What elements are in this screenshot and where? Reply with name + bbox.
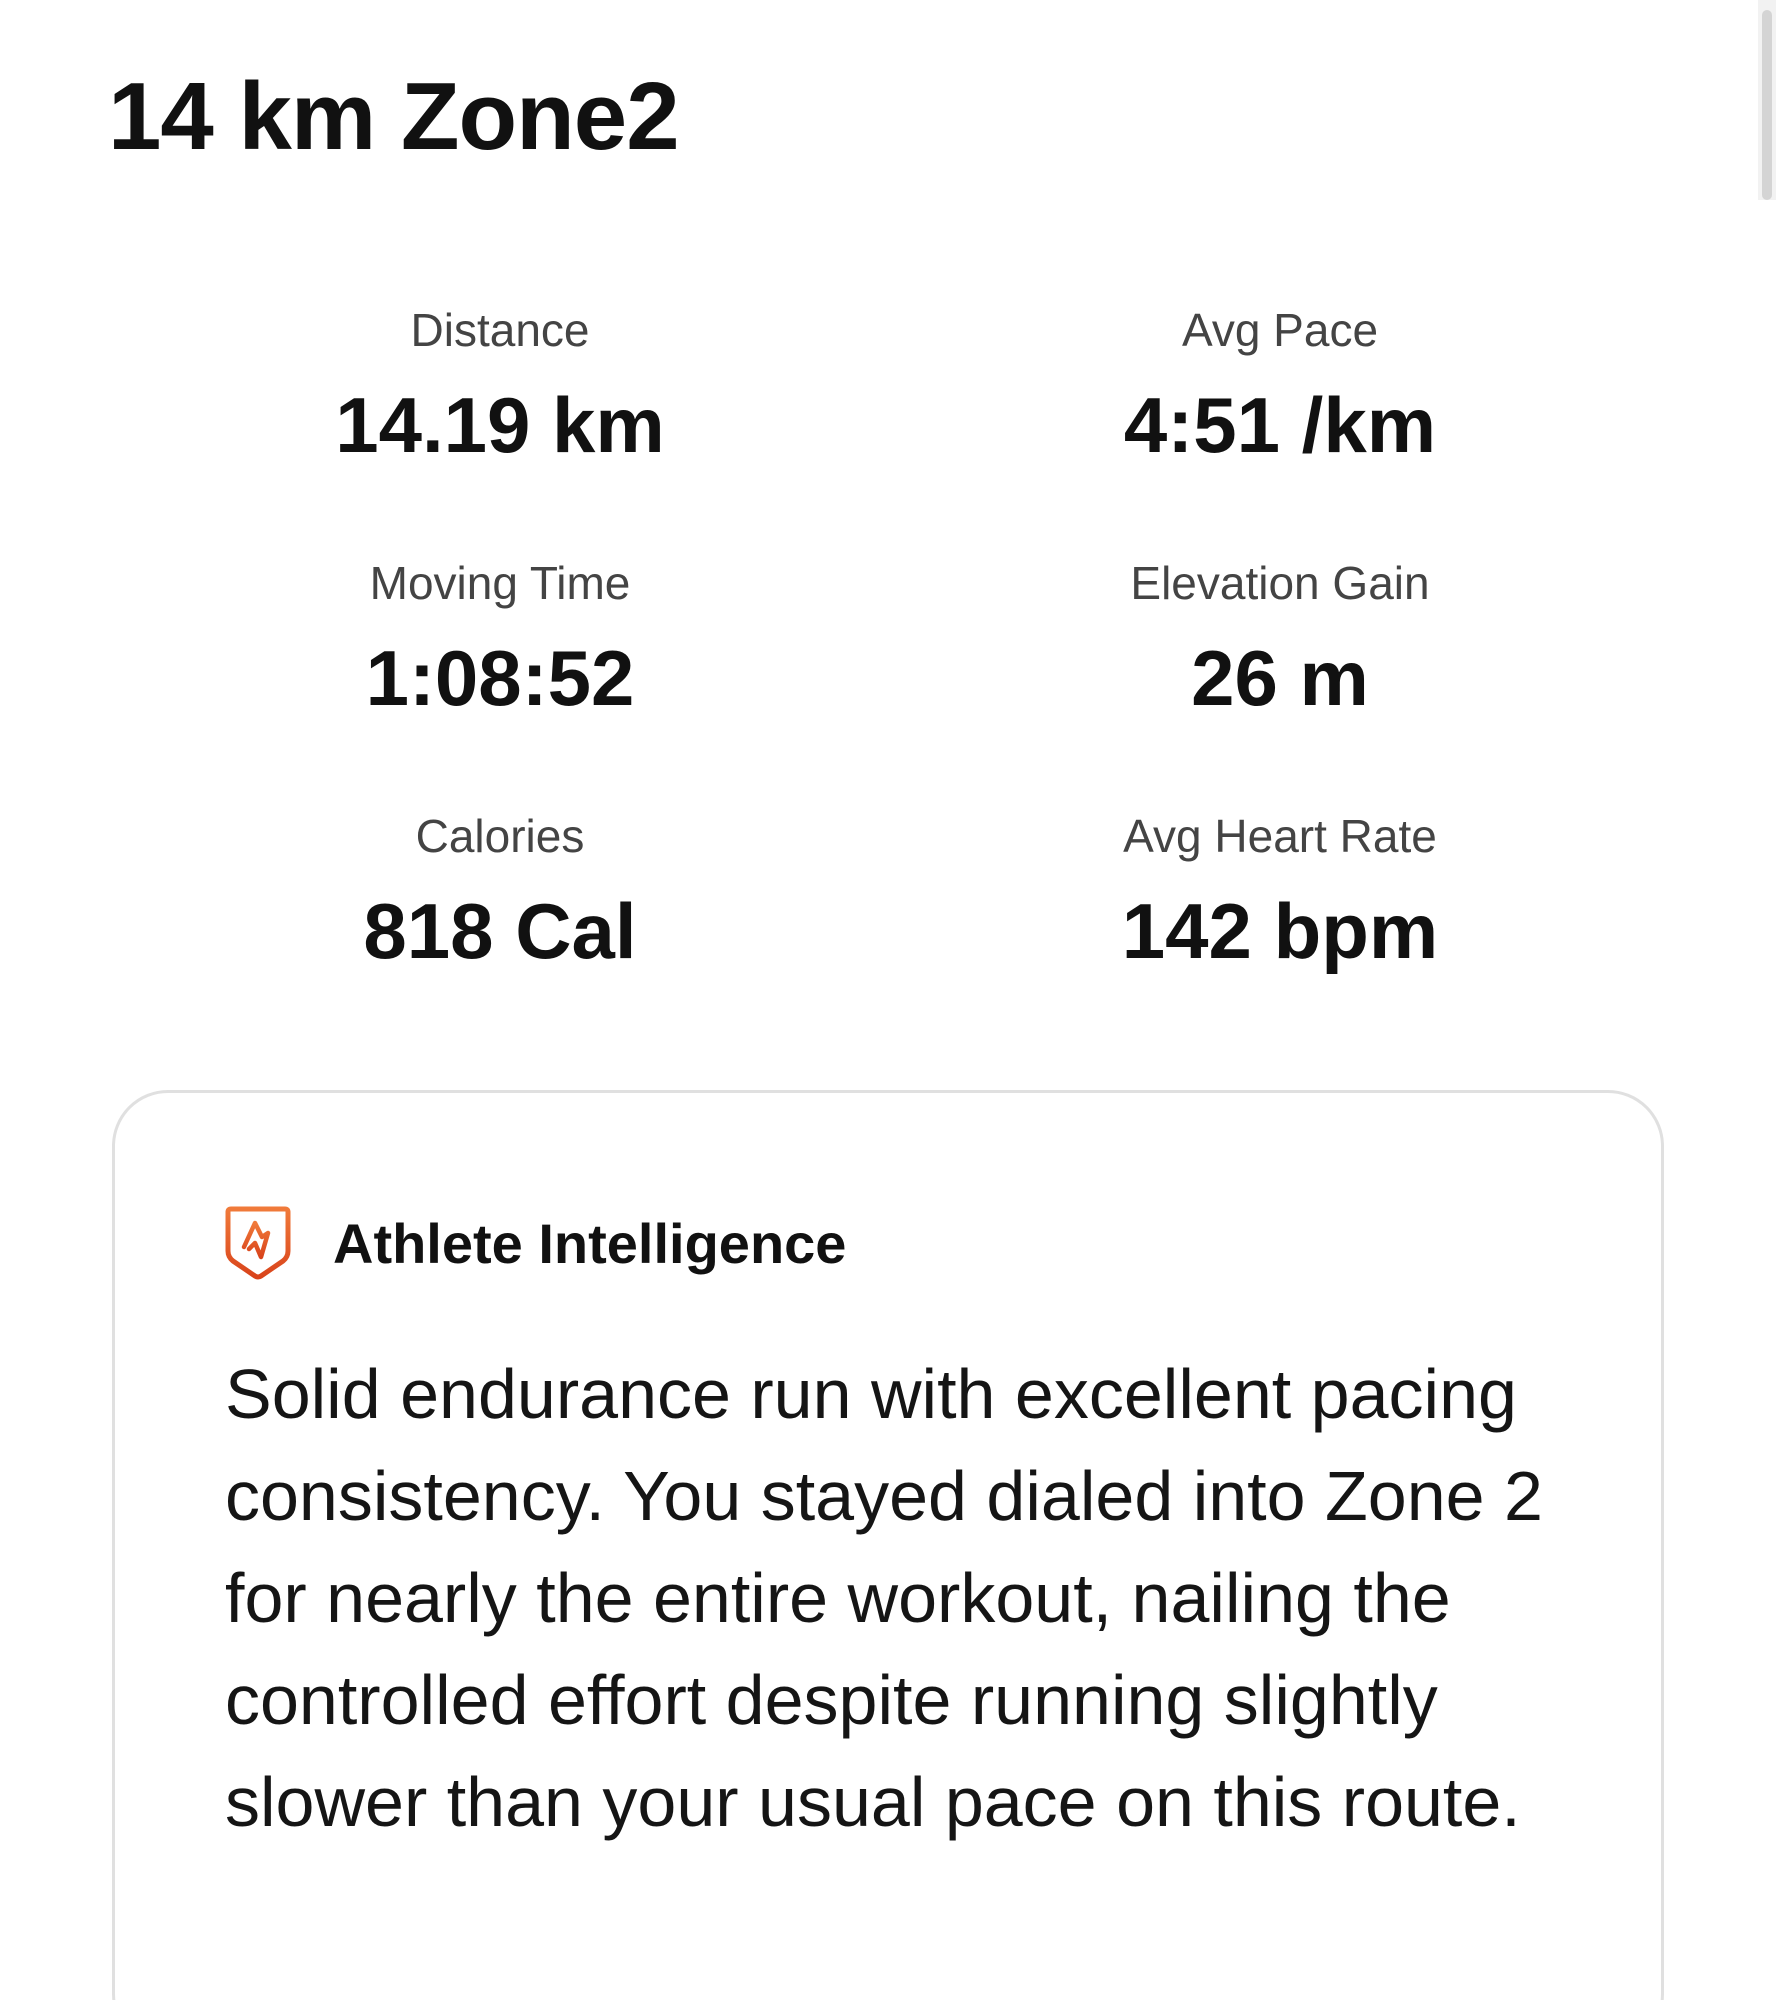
stat-value: 1:08:52 [365,634,635,722]
athlete-intelligence-summary: Solid endurance run with excellent pacing consistency. You stayed dialed into Zone 2 for nearly the entire workout, nailing the controlled effort despite running slightly slower than your usual pace on this route. [225,1355,1543,1841]
stat-value: 142 bpm [1121,887,1439,975]
athlete-intelligence-card[interactable] [112,1090,1664,2000]
athlete-intelligence-icon [225,1205,291,1281]
stat-label: Avg Pace [1181,304,1379,356]
stat-label: Moving Time [369,557,631,609]
stat-moving-time [220,553,780,725]
stat-label: Avg Heart Rate [1123,810,1437,862]
stat-value: 26 m [1191,634,1369,722]
stat-avg-heart-rate [1000,806,1560,978]
stat-calories [220,806,780,978]
stat-distance [220,300,780,472]
stat-label: Calories [415,810,585,862]
scrollbar-thumb[interactable] [1762,10,1772,200]
stat-value: 818 Cal [363,887,637,975]
stat-elevation-gain [1000,553,1560,725]
athlete-intelligence-header [225,1203,846,1283]
stat-avg-pace [1000,300,1560,472]
stat-value: 14.19 km [335,381,665,469]
activity-title: 14 km Zone2 [108,63,679,170]
stat-value: 4:51 /km [1123,381,1437,469]
athlete-intelligence-title: Athlete Intelligence [333,1211,847,1275]
scrollbar[interactable] [1758,0,1776,200]
stat-label: Elevation Gain [1130,557,1430,609]
stat-label: Distance [410,304,590,356]
